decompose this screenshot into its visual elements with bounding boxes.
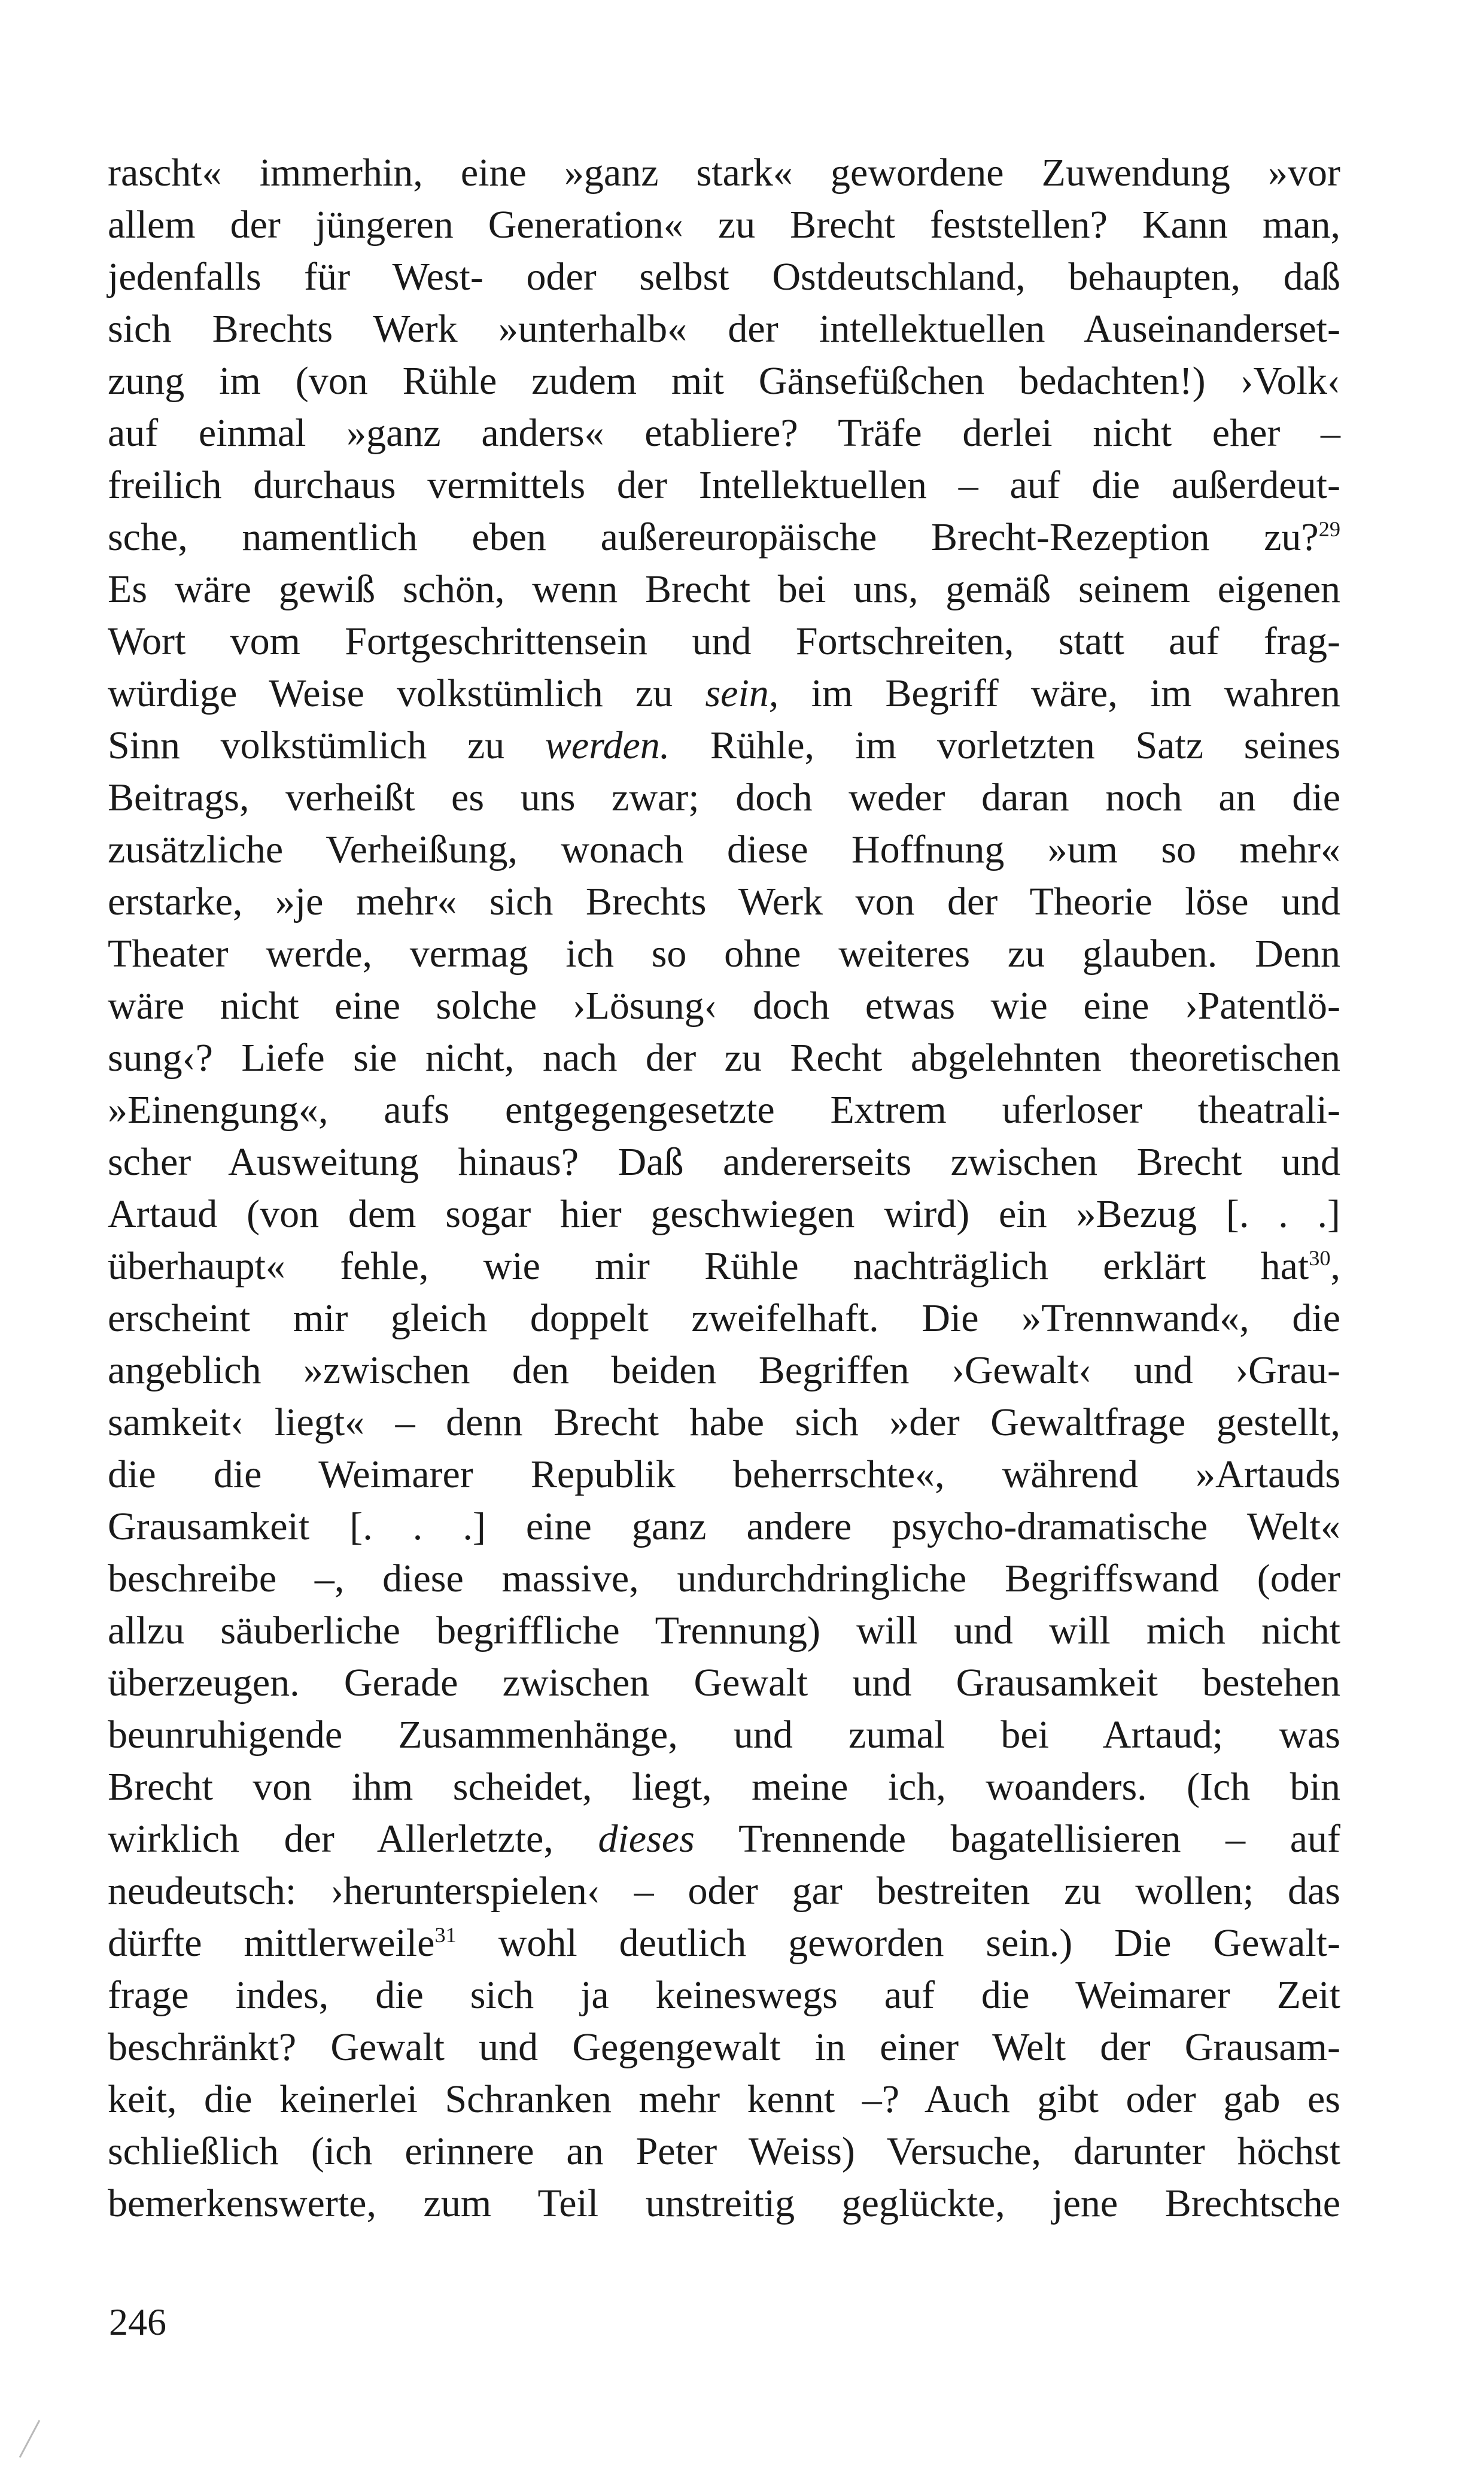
text-line <box>108 1084 1340 1136</box>
text-segment: Rühle, im vorletzten Satz seines <box>670 724 1341 767</box>
text-segment: schließlich (ich erinnere an Peter Weiss) Versuche, darunter höchst <box>108 2129 1340 2173</box>
text-segment: beunruhigende Zusammenhänge, und zumal bei Artaud; was <box>108 1713 1340 1757</box>
text-line <box>108 1240 1340 1292</box>
text-segment: wirklich der Allerletzte, <box>108 1817 598 1861</box>
text-segment: wäre nicht eine solche ›Lösung‹ doch etwas wie eine ›Patentlö- <box>108 984 1340 1028</box>
text-line <box>108 824 1340 876</box>
text-line <box>108 2177 1340 2229</box>
text-segment: beschreibe –, diese massive, undurchdringliche Begriffswand (oder <box>108 1557 1340 1600</box>
text-segment: die die Weimarer Republik beherrschte«, während »Artauds <box>108 1453 1340 1496</box>
text-segment: überhaupt« fehle, wie mir Rühle nachträglich erklärt hat <box>108 1244 1309 1288</box>
text-line <box>108 928 1340 980</box>
text-segment: bemerkenswerte, zum Teil unstreitig geglückte, jene Brechtsche <box>108 2182 1340 2225</box>
body-text <box>108 147 1340 2229</box>
text-line <box>108 1657 1340 1709</box>
text-line <box>108 147 1340 199</box>
text-line <box>108 1709 1340 1761</box>
text-segment: Trennende bagatellisieren – auf <box>694 1817 1340 1861</box>
footnote-marker: 31 <box>434 1923 457 1947</box>
text-line <box>108 1917 1340 1969</box>
emphasized-word: sein, <box>705 672 779 715</box>
text-line <box>108 1448 1340 1500</box>
text-segment: zung im (von Rühle zudem mit Gänsefüßchen bedachten!) ›Volk‹ <box>108 359 1340 403</box>
text-segment: allem der jüngeren Generation« zu Brecht feststellen? Kann man, <box>108 203 1340 247</box>
text-segment: erstarke, »je mehr« sich Brechts Werk von der Theorie löse und <box>108 880 1340 923</box>
text-line <box>108 251 1340 303</box>
text-line <box>108 459 1340 511</box>
text-line <box>108 1136 1340 1188</box>
text-line <box>108 980 1340 1032</box>
text-segment: scher Ausweitung hinaus? Daß andererseits zwischen Brecht und <box>108 1140 1340 1184</box>
scan-artifact-mark <box>19 2420 41 2457</box>
text-segment: sich Brechts Werk »unterhalb« der intellektuellen Auseinanderset- <box>108 307 1340 351</box>
text-segment: angeblich »zwischen den beiden Begriffen ›Gewalt‹ und ›Grau- <box>108 1348 1340 1392</box>
footnote-marker: 29 <box>1318 517 1340 541</box>
text-line <box>108 407 1340 459</box>
page-number: 246 <box>109 2301 166 2343</box>
text-segment: auf einmal »ganz anders« etabliere? Träfe derlei nicht eher – <box>108 411 1340 455</box>
text-segment: jedenfalls für West- oder selbst Ostdeutschland, behaupten, daß <box>108 255 1340 299</box>
text-segment: zusätzliche Verheißung, wonach diese Hoffnung »um so mehr« <box>108 828 1340 871</box>
text-segment: keit, die keinerlei Schranken mehr kennt –? Auch gibt oder gab es <box>108 2077 1340 2121</box>
text-segment: überzeugen. Gerade zwischen Gewalt und Grausamkeit bestehen <box>108 1661 1340 1705</box>
text-line <box>108 719 1340 771</box>
text-segment: sche, namentlich eben außereuropäische Brecht-Rezeption zu? <box>108 515 1319 559</box>
text-segment: dürfte mittlerweile <box>108 1921 435 1965</box>
text-line <box>108 2021 1340 2073</box>
text-line <box>108 771 1340 824</box>
text-line <box>108 615 1340 667</box>
text-line <box>108 1344 1340 1396</box>
text-segment: Artaud (von dem sogar hier geschwiegen wird) ein »Bezug [. . .] <box>108 1192 1340 1236</box>
text-segment: beschränkt? Gewalt und Gegengewalt in einer Welt der Grausam- <box>108 2025 1340 2069</box>
text-line <box>108 1605 1340 1657</box>
text-segment: erscheint mir gleich doppelt zweifelhaft. Die »Trennwand«, die <box>108 1296 1340 1340</box>
text-line <box>108 876 1340 928</box>
text-segment: »Einengung«, aufs entgegengesetzte Extrem uferloser theatrali- <box>108 1088 1340 1132</box>
text-line <box>108 355 1340 407</box>
text-segment: sung‹? Liefe sie nicht, nach der zu Recht abgelehnten theoretischen <box>108 1036 1340 1080</box>
text-segment: im Begriff wäre, im wahren <box>779 672 1341 715</box>
text-segment: , <box>1330 1244 1340 1288</box>
emphasized-word: dieses <box>598 1817 695 1861</box>
text-line <box>108 511 1340 563</box>
emphasized-word: werden. <box>545 724 670 767</box>
text-segment: neudeutsch: ›herunterspielen‹ – oder gar bestreiten zu wollen; das <box>108 1869 1340 1913</box>
text-segment: Sinn volkstümlich zu <box>108 724 545 767</box>
text-line <box>108 1969 1340 2021</box>
text-segment: samkeit‹ liegt« – denn Brecht habe sich »der Gewaltfrage gestellt, <box>108 1400 1340 1444</box>
text-segment: freilich durchaus vermittels der Intellektuellen – auf die außerdeut- <box>108 463 1340 507</box>
text-segment: rascht« immerhin, eine »ganz stark« gewordene Zuwendung »vor <box>108 151 1340 195</box>
text-line <box>108 1396 1340 1448</box>
text-line <box>108 1865 1340 1917</box>
text-line <box>108 1813 1340 1865</box>
text-line <box>108 1552 1340 1605</box>
text-line <box>108 2073 1340 2125</box>
text-segment: Grausamkeit [. . .] eine ganz andere psycho-dramatische Welt« <box>108 1505 1340 1548</box>
text-segment: Brecht von ihm scheidet, liegt, meine ich, woanders. (Ich bin <box>108 1765 1340 1809</box>
text-line <box>108 1292 1340 1344</box>
text-segment: Theater werde, vermag ich so ohne weiteres zu glauben. Denn <box>108 932 1340 976</box>
text-segment: frage indes, die sich ja keineswegs auf die Weimarer Zeit <box>108 1973 1340 2017</box>
text-segment: wohl deutlich geworden sein.) Die Gewalt- <box>456 1921 1340 1965</box>
text-segment: Es wäre gewiß schön, wenn Brecht bei uns, gemäß seinem eigenen <box>108 567 1340 611</box>
text-segment: würdige Weise volkstümlich zu <box>108 672 705 715</box>
text-segment: Wort vom Fortgeschrittensein und Fortschreiten, statt auf frag- <box>108 619 1340 663</box>
text-line <box>108 199 1340 251</box>
text-line <box>108 563 1340 615</box>
text-segment: allzu säuberliche begriffliche Trennung) will und will mich nicht <box>108 1609 1340 1652</box>
text-line <box>108 667 1340 719</box>
text-line <box>108 2125 1340 2177</box>
text-line <box>108 1032 1340 1084</box>
text-line <box>108 1761 1340 1813</box>
footnote-marker: 30 <box>1309 1246 1331 1270</box>
text-line <box>108 303 1340 355</box>
text-line <box>108 1188 1340 1240</box>
text-segment: Beitrags, verheißt es uns zwar; doch weder daran noch an die <box>108 776 1340 819</box>
text-line <box>108 1500 1340 1552</box>
